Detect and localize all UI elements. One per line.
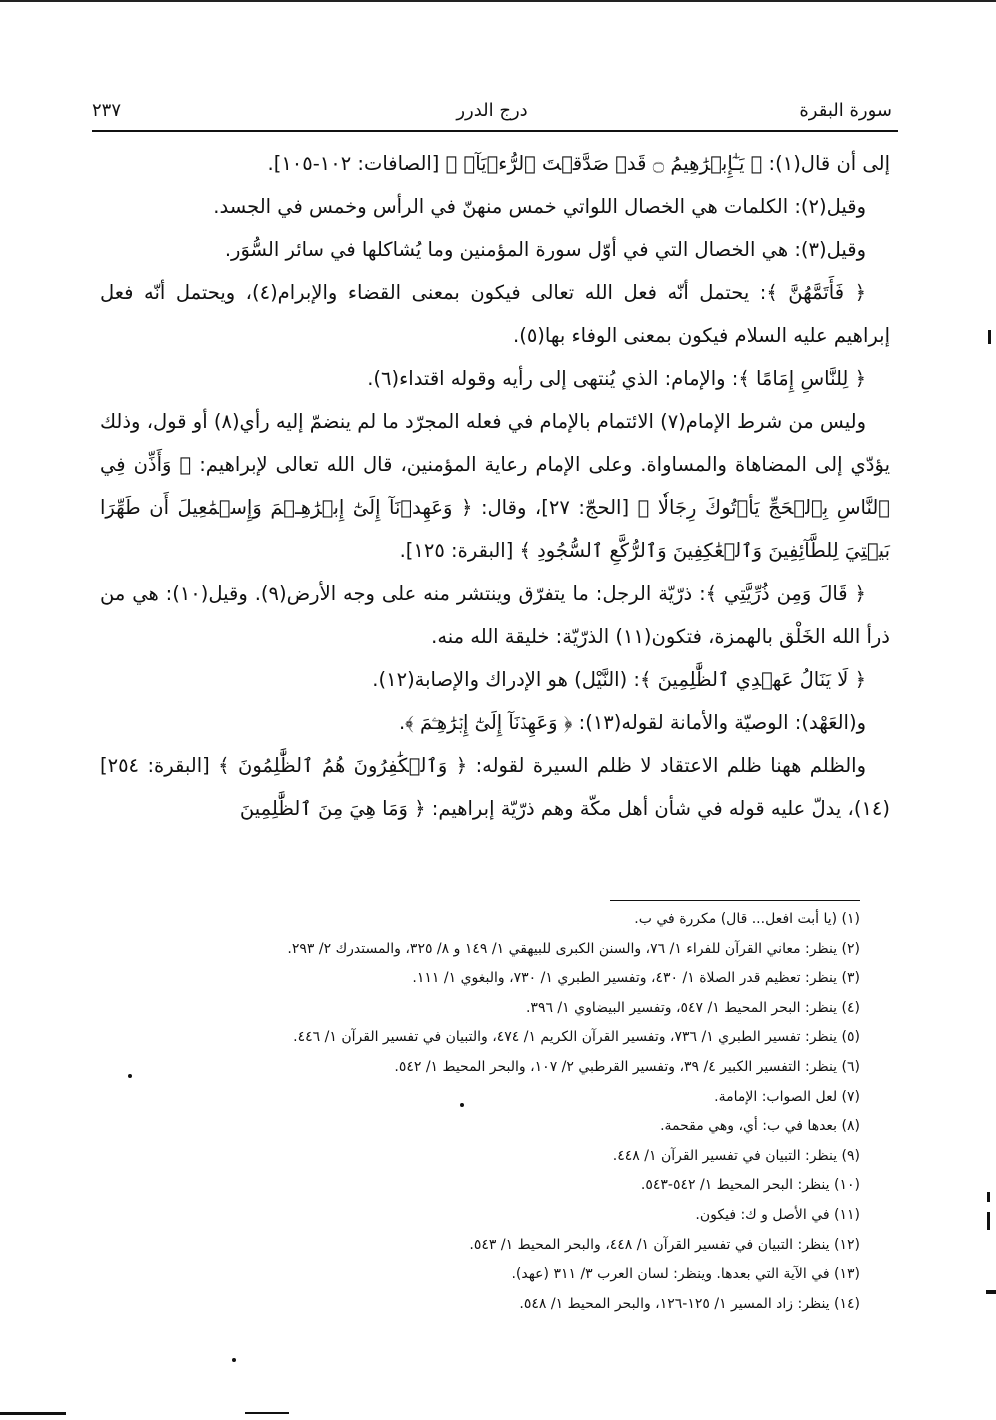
footnote: (١٢) ينظر: التبيان في تفسير القرآن ١/ ٤٤٨، والبحر المحيط ١/ ٥٤٣.	[469, 1236, 860, 1253]
top-edge-line	[0, 0, 996, 2]
paragraph: ﴿ لِلنَّاسِ إِمَامًا ﴾: والإمام: الذي يُنتهى إلى رأيه وقوله اقتداء(٦).	[367, 367, 866, 390]
scan-mark	[987, 1212, 990, 1230]
footnote: (١١) في الأصل و ك: فيكون.	[695, 1206, 860, 1223]
footnote: (٥) ينظر: تفسير الطبري ١/ ٧٣٦، وتفسير القرآن الكريم ١/ ٤٧٤، والتبيان في تفسير القرآن ١/ ٤٤٦.	[293, 1029, 860, 1046]
footnote: (١٣) في الآية التي بعدها. وينظر: لسان العرب ٣/ ٣١١ (عهد).	[511, 1266, 860, 1283]
header-rule	[92, 130, 898, 132]
footnote-separator	[610, 900, 860, 901]
footnote: (١٠) ينظر: البحر المحيط ١/ ٥٤٢-٥٤٣.	[640, 1177, 860, 1194]
paragraph: و(العَهْد): الوصيّة والأمانة لقوله(١٣): ﴿ وَعَهِدۡنَآ إِلَىٰٓ إِبۡرَٰهِـۧمَ ﴾.	[398, 711, 866, 734]
footnote: (٦) ينظر: التفسير الكبير ٤/ ٣٩، وتفسير القرطبي ٢/ ١٠٧، والبحر المحيط ١/ ٥٤٢.	[394, 1058, 860, 1075]
scan-mark	[986, 1290, 996, 1294]
paragraph: ﴿ لَا يَنَالُ عَهۡدِي ٱلظَّٰلِمِينَ ﴾: (النَّيْل) هو الإدراك والإصابة(١٢).	[372, 668, 866, 691]
footnote: (٢) ينظر: معاني القرآن للفراء ١/ ٧٦، والسنن الكبرى للبيهقي ١/ ١٤٩ و ٨/ ٣٢٥، والمستدرك ٢/ ٢٩٣.	[287, 940, 860, 957]
paragraph: ﴿ قَالَ وَمِن ذُرِّيَّتِي ﴾: ذرّيّة الرجل: ما يتفرّق وينتشر منه على وجه الأرض(٩). وقيل(١٠): هي من ذرأ الله الخَلْق بالهمزة، فتكون(١١) الذرّيّة: خليقة الله منه.	[100, 582, 890, 648]
scan-mark	[988, 330, 991, 344]
page-number: ٢٣٧	[92, 100, 122, 121]
paragraph: وقيل(٢): الكلمات هي الخصال اللواتي خمس منهنّ في الرأس وخمس في الجسد.	[213, 195, 866, 218]
footnote: (٩) ينظر: التبيان في تفسير القرآن ١/ ٤٤٨.	[612, 1147, 860, 1164]
footnote: (٣) ينظر: تعظيم قدر الصلاة ١/ ٤٣٠، وتفسير الطبري ١/ ٧٣٠، والبغوي ١/ ١١١.	[412, 970, 860, 987]
paragraph: إلى أن قال(١): ﴿ يَـٰٓإِبۡرَٰهِيمُ ۝ قَدۡ صَدَّقۡتَ ٱلرُّءۡيَآۚ ﴾ [الصافات: ١٠٢-١٠٥].	[267, 152, 890, 175]
footnotes	[160, 905, 860, 1319]
paragraph: والظلم ههنا ظلم الاعتقاد لا ظلم السيرة لقوله: ﴿ وَٱلۡكَٰفِرُونَ هُمُ ٱلظَّٰلِمُونَ ﴾ [البقرة: ٢٥٤](١٤)، يدلّ عليه قوله في شأن أهل مكّة وهم ذرّيّة إبراهيم: ﴿ وَمَا هِيَ مِنَ ٱلظَّٰلِمِينَ	[100, 754, 890, 820]
scan-dot	[232, 1358, 236, 1362]
scan-dot	[128, 1074, 132, 1078]
header-surah-title: سورة البقرة	[799, 100, 892, 121]
footnote: (٧) لعل الصواب: الإمامة.	[714, 1088, 860, 1105]
scan-dot	[460, 1103, 464, 1107]
paragraph: وليس من شرط الإمام(٧) الائتمام بالإمام في فعله المجرّد ما لم ينضمّ إليه رأي(٨) أو قول، وذلك يؤدّي إلى المضاهاة والمساواة. وعلى الإمام رعاية المؤمنين، قال الله تعالى لإبراهيم: ﴿ وَأَذِّن فِي ٱلنَّاسِ بِٱلۡحَجِّ يَأۡتُوكَ رِجَالٗا ﴾ [الحجّ: ٢٧]، وقال: ﴿ وَعَهِدۡنَآ إِلَىٰٓ إِبۡرَٰهِـۧمَ وَإِسۡمَٰعِيلَ أَن طَهِّرَا بَيۡتِيَ لِلطَّآئِفِينَ وَٱلۡعَٰكِفِينَ وَٱلرُّكَّعِ ٱلسُّجُودِ ﴾ [البقرة: ١٢٥].	[100, 410, 890, 562]
footnote: (١٤) ينظر: زاد المسير ١/ ١٢٥-١٢٦، والبحر المحيط ١/ ٥٤٨.	[519, 1295, 860, 1312]
page-header	[92, 100, 892, 128]
scan-mark	[0, 1412, 66, 1415]
footnote: (٨) بعدها في ب: أي، وهي مقحمة.	[660, 1118, 860, 1135]
footnote: (١) (يا أبت افعل... قال) مكررة في ب.	[634, 911, 860, 927]
footnote: (٤) ينظر: البحر المحيط ١/ ٥٤٧، وتفسير البيضاوي ١/ ٣٩٦.	[525, 999, 860, 1016]
paragraph: ﴿ فَأَتَمَّهُنَّ ﴾: يحتمل أنّه فعل الله تعالى فيكون بمعنى القضاء والإبرام(٤)، ويحتمل أنّه فعل إبراهيم عليه السلام فيكون بمعنى الوفاء بها(٥).	[100, 281, 890, 347]
scan-mark	[987, 1192, 990, 1202]
paragraph: وقيل(٣): هي الخصال التي في أوّل سورة المؤمنين وما يُشاكلها في سائر السُّوَر.	[224, 238, 866, 261]
main-text	[100, 142, 890, 830]
scan-mark	[245, 1412, 289, 1414]
header-book-title: درج الدرر	[456, 100, 528, 121]
